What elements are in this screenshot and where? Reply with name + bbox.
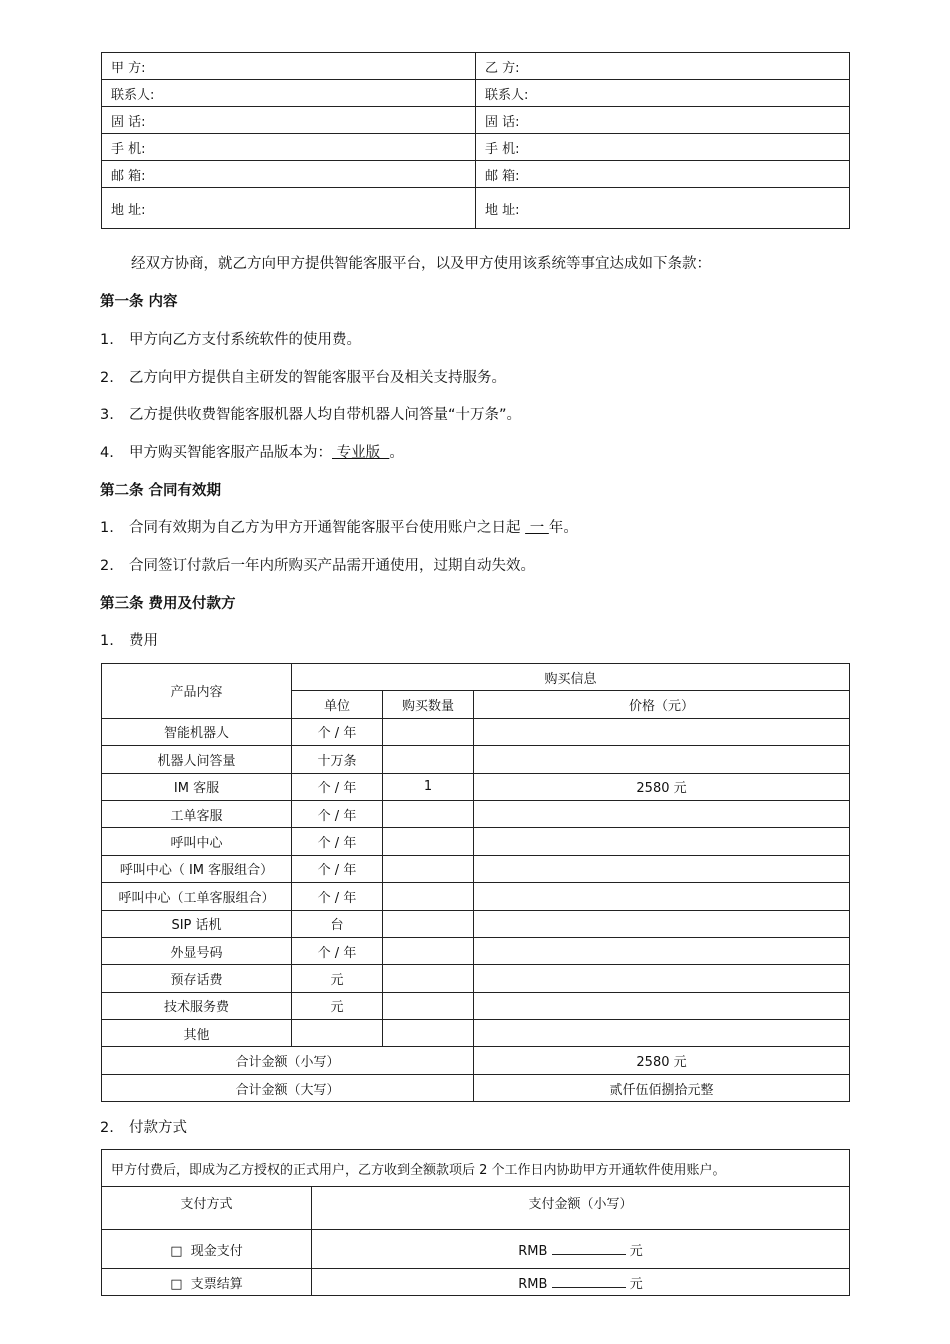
table-row	[102, 107, 850, 134]
list-item	[100, 328, 850, 349]
party-a-contact-field: 联系人:	[102, 80, 476, 107]
party-a-email-field: 邮 箱:	[102, 161, 476, 188]
product-cell: 外显号码	[102, 937, 292, 964]
product-cell: IM 客服	[102, 773, 292, 800]
cash-checkbox[interactable]: □	[170, 1243, 183, 1259]
table-row	[102, 1020, 850, 1047]
quantity-cell	[383, 937, 474, 964]
product-cell: 技术服务费	[102, 992, 292, 1019]
table-row	[102, 773, 850, 800]
header-unit: 单位	[292, 691, 383, 718]
price-cell: 2580 元	[474, 773, 850, 800]
list-item	[100, 366, 850, 387]
list-item	[100, 554, 850, 575]
list-number: 3.	[100, 407, 114, 423]
list-item	[100, 516, 850, 537]
price-cell	[474, 718, 850, 745]
unit-cell: 台	[292, 910, 383, 937]
product-cell: 呼叫中心	[102, 828, 292, 855]
payment-method-label: 支票结算	[190, 1276, 243, 1292]
party-a-phone-field: 固 话:	[102, 107, 476, 134]
total-big-row	[102, 1074, 850, 1101]
price-cell	[474, 965, 850, 992]
header-quantity: 购买数量	[383, 691, 474, 718]
unit-cell: 个 / 年	[292, 718, 383, 745]
unit-cell: 十万条	[292, 746, 383, 773]
list-number: 2.	[100, 1120, 114, 1136]
total-big-value: 贰仟伍佰捌拾元整	[474, 1074, 850, 1101]
cash-amount-blank[interactable]	[552, 1242, 626, 1255]
table-row	[102, 1150, 850, 1187]
quantity-cell	[383, 883, 474, 910]
section-3-heading: 第三条 费用及付款方	[100, 596, 236, 612]
cheque-checkbox[interactable]: □	[170, 1276, 183, 1292]
product-cell: 机器人问答量	[102, 746, 292, 773]
header-price: 价格（元）	[474, 691, 850, 718]
price-cell	[474, 800, 850, 827]
quantity-cell	[383, 800, 474, 827]
party-b-contact-field: 联系人:	[476, 80, 850, 107]
price-cell	[474, 883, 850, 910]
party-b-phone-field: 固 话:	[476, 107, 850, 134]
intro-paragraph: 经双方协商，就乙方向甲方提供智能客服平台，以及甲方使用该系统等事宜达成如下条款：	[131, 256, 711, 272]
payment-note: 甲方付费后，即成为乙方授权的正式用户，乙方收到全额款项后 2 个工作日内协助甲方开通软件使用账户。	[102, 1150, 850, 1187]
table-row	[102, 161, 850, 188]
quantity-cell	[383, 1020, 474, 1047]
party-b-name-field: 乙 方:	[476, 53, 850, 80]
payment-amount-cell	[312, 1230, 850, 1269]
cheque-amount-blank[interactable]	[552, 1275, 626, 1288]
product-cell: 工单客服	[102, 800, 292, 827]
product-cell: 其他	[102, 1020, 292, 1047]
table-row	[102, 910, 850, 937]
list-text: 合同有效期为自乙方为甲方开通智能客服平台使用账户之日起	[129, 520, 526, 536]
table-row	[102, 80, 850, 107]
header-payment-amount: 支付金额（小写）	[312, 1187, 850, 1230]
table-row	[102, 855, 850, 882]
unit-cell: 个 / 年	[292, 828, 383, 855]
unit-cell: 元	[292, 992, 383, 1019]
product-cell: 呼叫中心（工单客服组合）	[102, 883, 292, 910]
list-number: 1.	[100, 633, 114, 649]
header-purchase-info: 购买信息	[292, 664, 850, 691]
table-row	[102, 1269, 850, 1296]
price-cell	[474, 910, 850, 937]
table-row	[102, 992, 850, 1019]
list-text: 乙方提供收费智能客服机器人均自带机器人问答量“十万条”。	[129, 407, 522, 423]
quantity-cell	[383, 992, 474, 1019]
payment-table	[101, 1149, 850, 1296]
list-item	[100, 441, 850, 462]
quantity-cell: 1	[383, 773, 474, 800]
currency-suffix: 元	[629, 1243, 643, 1259]
payment-method-label: 现金支付	[190, 1243, 243, 1259]
list-item	[100, 1116, 850, 1137]
table-header-row	[102, 664, 850, 691]
list-number: 1.	[100, 520, 114, 536]
unit-cell: 元	[292, 965, 383, 992]
quantity-cell	[383, 965, 474, 992]
price-cell	[474, 937, 850, 964]
party-info-table	[101, 52, 850, 229]
contract-term-value: 一	[525, 520, 549, 536]
total-big-label: 合计金额（大写）	[102, 1074, 474, 1101]
total-small-row	[102, 1047, 850, 1074]
section-2-heading: 第二条 合同有效期	[100, 483, 222, 499]
list-number: 1.	[100, 332, 114, 348]
list-text: 合同签订付款后一年内所购买产品需开通使用，过期自动失效。	[129, 558, 535, 574]
price-cell	[474, 1020, 850, 1047]
product-cell: 呼叫中心（ IM 客服组合）	[102, 855, 292, 882]
quantity-cell	[383, 855, 474, 882]
currency-prefix: RMB	[518, 1276, 548, 1292]
list-number: 2.	[100, 370, 114, 386]
unit-cell: 个 / 年	[292, 937, 383, 964]
table-row	[102, 53, 850, 80]
currency-prefix: RMB	[518, 1243, 548, 1259]
quantity-cell	[383, 910, 474, 937]
section-1-heading: 第一条 内容	[100, 294, 178, 310]
table-row	[102, 883, 850, 910]
quantity-cell	[383, 718, 474, 745]
price-cell	[474, 828, 850, 855]
price-cell	[474, 992, 850, 1019]
header-product: 产品内容	[102, 664, 292, 719]
payment-amount-cell	[312, 1269, 850, 1296]
fee-table	[101, 663, 850, 1102]
table-row	[102, 965, 850, 992]
party-a-address-field: 地 址:	[102, 188, 476, 229]
product-version-value: 专业版	[332, 445, 390, 461]
quantity-cell	[383, 746, 474, 773]
header-payment-method: 支付方式	[102, 1187, 312, 1230]
list-text: 费用	[129, 633, 158, 649]
table-row	[102, 188, 850, 229]
list-number: 4.	[100, 445, 114, 461]
product-cell: 预存话费	[102, 965, 292, 992]
currency-suffix: 元	[629, 1276, 643, 1292]
table-row	[102, 746, 850, 773]
quantity-cell	[383, 828, 474, 855]
table-row	[102, 134, 850, 161]
party-b-address-field: 地 址:	[476, 188, 850, 229]
product-cell: SIP 话机	[102, 910, 292, 937]
payment-method-cell	[102, 1269, 312, 1296]
list-text: 乙方向甲方提供自主研发的智能客服平台及相关支持服务。	[129, 370, 506, 386]
table-header-row	[102, 1187, 850, 1230]
list-text: 甲方向乙方支付系统软件的使用费。	[129, 332, 361, 348]
table-row	[102, 1230, 850, 1269]
party-a-mobile-field: 手 机:	[102, 134, 476, 161]
unit-cell: 个 / 年	[292, 883, 383, 910]
list-text: 甲方购买智能客服产品版本为：	[129, 445, 332, 461]
product-cell: 智能机器人	[102, 718, 292, 745]
list-text: 。	[389, 445, 404, 461]
party-b-mobile-field: 手 机:	[476, 134, 850, 161]
total-small-value: 2580 元	[474, 1047, 850, 1074]
list-text: 年。	[548, 520, 578, 536]
table-row	[102, 718, 850, 745]
total-small-label: 合计金额（小写）	[102, 1047, 474, 1074]
table-row	[102, 937, 850, 964]
unit-cell	[292, 1020, 383, 1047]
payment-method-cell	[102, 1230, 312, 1269]
list-number: 2.	[100, 558, 114, 574]
table-row	[102, 828, 850, 855]
list-item	[100, 403, 850, 424]
table-row	[102, 800, 850, 827]
list-text: 付款方式	[129, 1120, 187, 1136]
list-item	[100, 629, 850, 650]
party-a-name-field: 甲 方:	[102, 53, 476, 80]
price-cell	[474, 855, 850, 882]
unit-cell: 个 / 年	[292, 855, 383, 882]
party-b-email-field: 邮 箱:	[476, 161, 850, 188]
price-cell	[474, 746, 850, 773]
unit-cell: 个 / 年	[292, 773, 383, 800]
unit-cell: 个 / 年	[292, 800, 383, 827]
